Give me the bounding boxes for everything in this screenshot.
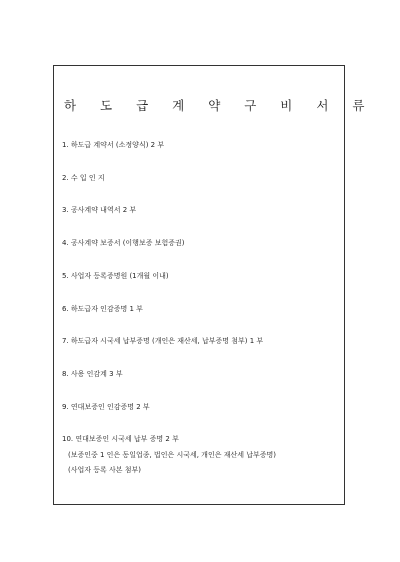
document-title: 하 도 급 계 약 구 비 서 류 <box>64 98 375 113</box>
list-item-5: 5. 사업자 등록증명원 (1개월 이내) <box>62 272 169 280</box>
list-item-10: 10. 연대보증인 시국세 납부 증명 2 부 <box>62 435 179 443</box>
list-item-6: 6. 하도급자 인감증명 1 부 <box>62 305 143 313</box>
list-item-9: 9. 연대보증인 인감증명 2 부 <box>62 403 150 411</box>
list-item-10-note-1: (보증인중 1 인은 동일업종, 법인은 시국세, 개인은 재산세 납부증명) <box>68 451 276 459</box>
list-item-10-note-2: (사업자 등록 사본 첨부) <box>68 466 141 474</box>
list-item-7: 7. 하도급자 시국세 납부증명 (개인은 재산세, 납부증명 첨부) 1 부 <box>62 337 264 345</box>
list-item-3: 3. 공사계약 내역서 2 부 <box>62 206 137 214</box>
document-frame <box>53 65 375 505</box>
list-item-8: 8. 사용 인감계 3 부 <box>62 370 123 378</box>
list-item-4: 4. 공사계약 보증서 (이행보증 보험증권) <box>62 239 185 247</box>
list-item-2: 2. 수 입 인 지 <box>62 174 105 182</box>
list-item-1: 1. 하도급 계약서 (소정양식) 2 부 <box>62 141 165 149</box>
